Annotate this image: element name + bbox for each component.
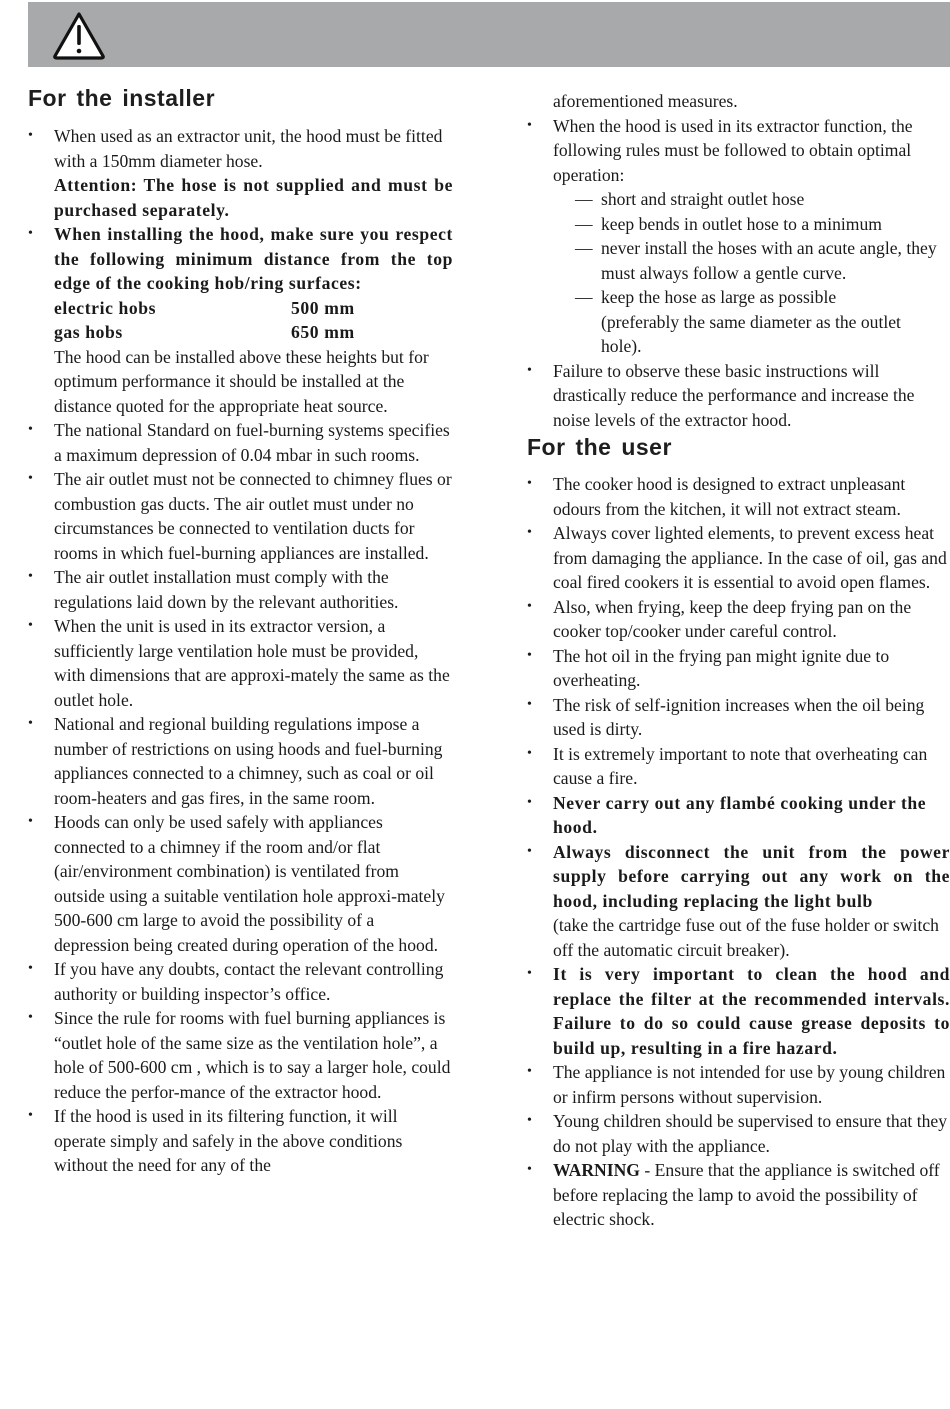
list-item: • The air outlet installation must comply with the regulations laid down by the relevant authorities. <box>28 567 399 612</box>
continuation-text: aforementioned measures. <box>553 91 738 111</box>
bullet: • <box>527 966 532 981</box>
list-item: • When installing the hood, make sure you respect the following minimum distance from the top edge of the cooking hob/ring surfaces: electric hobs 500 mm gas hobs 650 mm The hood can be installed above these heights but for optimum performance it should be installed at the distance quoted for the appropriate heat source. <box>28 224 453 416</box>
list-item: • If you have any doubts, contact the relevant controlling authority or building inspector’s office. <box>28 959 444 1004</box>
dash: — <box>575 213 593 234</box>
list-item: • It is extremely important to note that overheating can cause a fire. <box>527 743 928 788</box>
bullet: • <box>28 1010 33 1025</box>
bullet: • <box>527 745 532 761</box>
list-item: • Since the rule for rooms with fuel burning appliances is “outlet hole of the same size as the ventilation hole”, a hole of 500-600 cm , which is to say a larger hole, could reduce the perfor-mance of the extractor hood. <box>28 1008 451 1102</box>
bullet: • <box>527 117 532 133</box>
warning-label: WARNING <box>553 1160 640 1180</box>
list-item: • The cooker hood is designed to extract unpleasant odours from the kitchen, it will not extract steam. <box>527 474 906 519</box>
bullet: • <box>28 1108 33 1123</box>
dash: — <box>575 287 593 307</box>
list-item: • Failure to observe these basic instructions will drastically reduce the performance and increase the noise levels of the extractor hood. <box>527 360 915 430</box>
list-item: • Never carry out any flambé cooking under the hood. <box>527 792 927 837</box>
user-heading: For the user <box>527 434 672 460</box>
bullet: • <box>527 598 532 614</box>
list-item: • When the unit is used in its extractor version, a sufficiently large ventilation hole must be provided, with dimensions that are approxi-mately the same as the outlet hole. <box>28 616 450 710</box>
distance-row-gas: gas hobs 650 mm <box>54 322 355 342</box>
list-item: • The air outlet must not be connected to chimney flues or combustion gas ducts. The air outlet must under no circumstances be connected to ventilation ducts for rooms in which fuel-burning appliances are installed. <box>28 469 452 563</box>
bullet: • <box>527 476 532 491</box>
user-list <box>527 472 950 1232</box>
installer-heading: For the installer <box>28 85 216 111</box>
bullet: • <box>28 471 33 486</box>
list-item: • When used as an extractor unit, the hood must be fitted with a 150mm diameter hose. Attention: The hose is not supplied and must be purchased separately. <box>28 126 453 220</box>
list-item: • Young children should be supervised to ensure that they do not play with the appliance. <box>527 1111 948 1156</box>
list-item: • National and regional building regulations impose a number of restrictions on using hoods and fuel-burning appliances connected to a chimney, such as coal or oil room-heaters and gas fires, in the same room. <box>28 714 443 808</box>
bullet: • <box>527 1113 532 1128</box>
warning-triangle-icon <box>52 11 106 61</box>
bullet: • <box>28 618 33 633</box>
list-item: • Also, when frying, keep the deep frying pan on the cooker top/cooker under careful control. <box>527 596 912 641</box>
dash: — <box>575 189 593 209</box>
bullet: • <box>28 422 33 437</box>
list-item: • When the hood is used in its extractor function, the following rules must be followed to obtain optimal operation: — short and straight outlet hose — keep bends in outlet hose to a minimum — never install the hoses with an acute angle, they must always follow a gentle curve. — keep the hose as large as possible (preferably the same diameter as the outlet hole). <box>527 114 950 359</box>
bullet: • <box>527 647 532 663</box>
list-item: • Hoods can only be used safely with appliances connected to a chimney if the room and/or flat (air/environment combination) is ventilated from outside using a suitable ventilation hole approxi-mately 500-600 cm large to avoid the possibility of a depression being created during operation of the hood. <box>28 812 445 955</box>
warning-banner <box>28 2 950 67</box>
bullet: • <box>527 843 532 859</box>
bullet: • <box>28 814 33 829</box>
distance-row-electric: electric hobs 500 mm <box>54 297 355 318</box>
rule-item: — keep the hose as large as possible (preferably the same diameter as the outlet hole). <box>575 287 901 356</box>
rule-item: — never install the hoses with an acute angle, they must always follow a gentle curve. <box>575 238 937 283</box>
bullet: • <box>527 525 532 540</box>
list-item: • The appliance is not intended for use by young children or infirm persons without supervision. <box>527 1062 946 1107</box>
list-item: • Always cover lighted elements, to prevent excess heat from damaging the appliance. In the case of oil, gas and coal fired cookers it is essential to avoid open flames. <box>527 523 947 592</box>
rule-item: — keep bends in outlet hose to a minimum <box>575 212 950 237</box>
list-item: • The hot oil in the frying pan might ignite due to overheating. <box>527 645 890 690</box>
list-item: • WARNING - Ensure that the appliance is switched off before replacing the lamp to avoid the possibility of electric shock. <box>527 1160 940 1229</box>
bullet: • <box>527 696 532 712</box>
bullet: • <box>28 716 33 731</box>
bullet: • <box>527 1162 532 1177</box>
extractor-rules <box>553 187 950 359</box>
bullet: • <box>527 794 532 810</box>
installer-list <box>28 124 453 1178</box>
list-item: • It is very important to clean the hood and replace the filter at the recommended intervals. Failure to do so could cause grease deposits to build up, resulting in a fire hazard. <box>527 964 950 1058</box>
list-item: • If the hood is used in its filtering function, it will operate simply and safely in the above conditions without the need for any of the <box>28 1106 403 1175</box>
dash: — <box>575 238 593 258</box>
bullet: • <box>28 128 33 143</box>
bullet: • <box>527 1064 532 1079</box>
list-item: • The risk of self-ignition increases when the oil being used is dirty. <box>527 694 925 739</box>
bullet: • <box>28 569 33 584</box>
extractor-list <box>527 114 950 433</box>
installer-column <box>28 84 453 1178</box>
list-item: • Always disconnect the unit from the power supply before carrying out any work on the hood, including replacing the light bulb (take the cartridge fuse out of the fuse holder or switch off the automatic circuit breaker). <box>527 841 950 960</box>
rule-item: — short and straight outlet hose <box>575 187 950 212</box>
bullet: • <box>28 226 33 241</box>
bullet: • <box>28 961 33 976</box>
list-item: • The national Standard on fuel-burning systems specifies a maximum depression of 0.04 mbar in such rooms. <box>28 420 450 465</box>
bullet: • <box>527 362 532 378</box>
right-column <box>527 89 950 1232</box>
